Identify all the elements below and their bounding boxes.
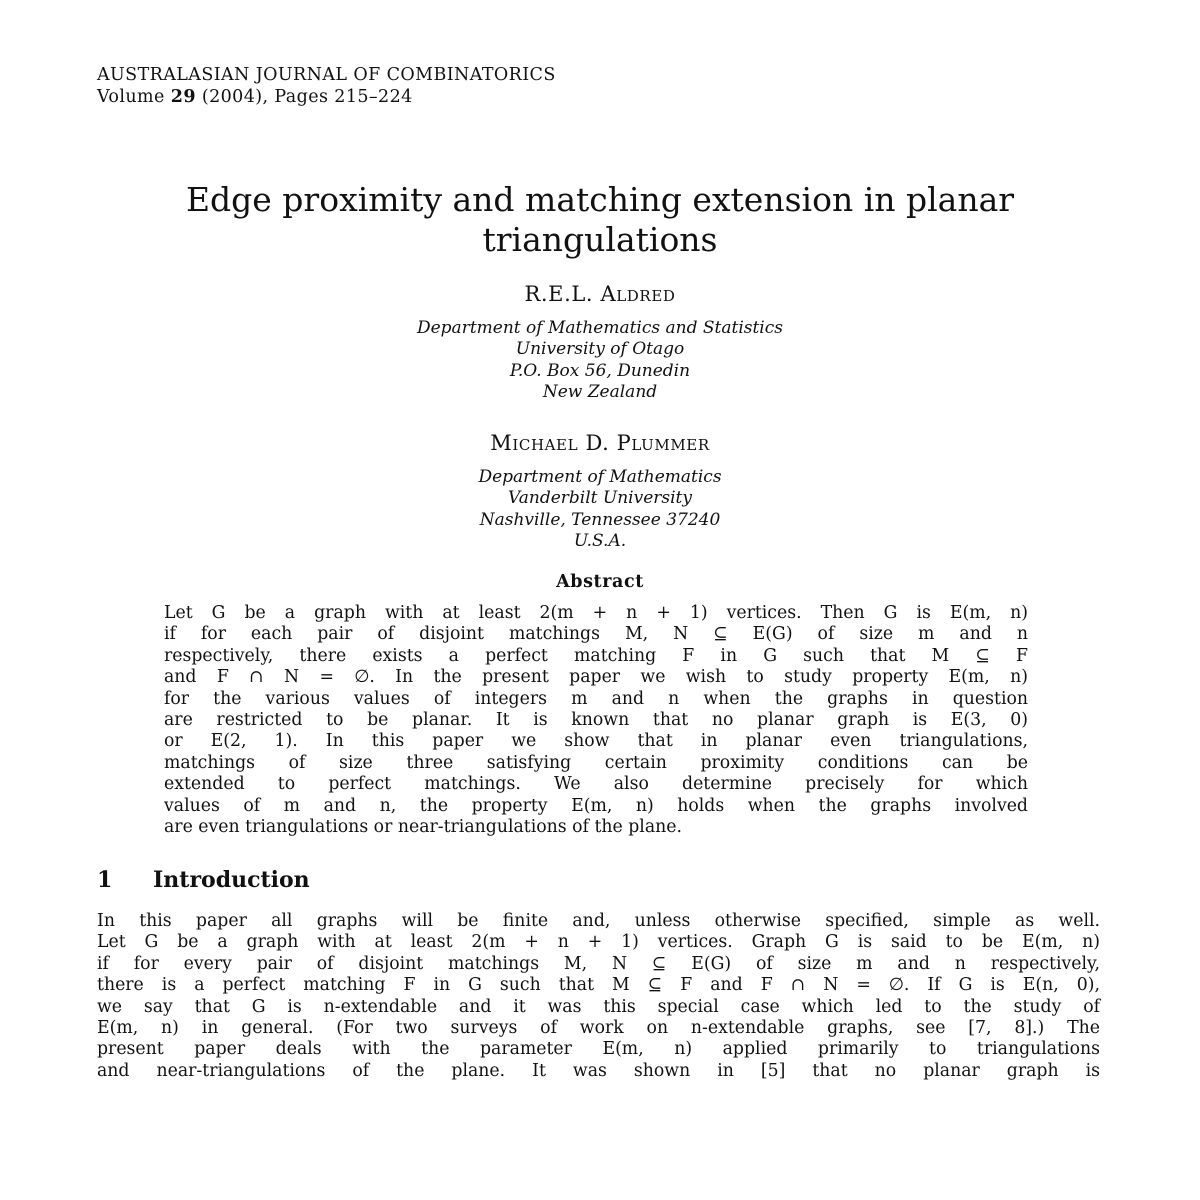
body-line: and near-triangulations of the plane. It was shown in [5] that no planar graph is [97, 1060, 1100, 1081]
affiliation-line: New Zealand [542, 381, 658, 402]
affiliation-line: Nashville, Tennessee 37240 [479, 509, 721, 530]
journal-header [97, 64, 556, 108]
section-number: 1 [97, 867, 113, 893]
abstract-line: are even triangulations or near-triangulations of the plane. [164, 816, 682, 837]
abstract-line: matchings of size three satisfying certain proximity conditions can be [164, 752, 1028, 773]
author-affiliation [0, 318, 1200, 403]
abstract-body [164, 603, 1028, 838]
author-name: Michael D. Plummer [490, 431, 710, 455]
section-title: Introduction [153, 867, 310, 893]
author-affiliation [0, 467, 1200, 552]
affiliation-line: Department of Mathematics and Statistics [416, 318, 783, 338]
journal-volume: Volume 29 (2004), Pages 215–224 [97, 87, 413, 107]
title-line: triangulations [482, 220, 718, 259]
section-body [97, 911, 1100, 1082]
affiliation-line: University of Otago [515, 339, 685, 360]
body-line: Let G be a graph with at least 2(m + n + 1) vertices. Graph G is said to be E(m, n) [97, 932, 1100, 953]
section-heading [97, 867, 310, 893]
abstract-line: extended to perfect matchings. We also determine precisely for which [164, 774, 1028, 795]
body-line: if for every pair of disjoint matchings M, N ⊆ E(G) of size m and n respectively, [97, 953, 1100, 974]
body-line: we say that G is n-extendable and it was this special case which led to the study of [97, 996, 1100, 1017]
journal-name: AUSTRALASIAN JOURNAL OF COMBINATORICS [97, 65, 556, 85]
paper-title [100, 180, 1100, 260]
volume-number: 29 [170, 87, 196, 107]
abstract-line: or E(2, 1). In this paper we show that in planar even triangulations, [164, 731, 1028, 752]
affiliation-line: U.S.A. [573, 530, 627, 551]
body-line: present paper deals with the parameter E(m, n) applied primarily to triangulations [97, 1039, 1100, 1060]
abstract-line: are restricted to be planar. It is known that no planar graph is E(3, 0) [164, 709, 1028, 730]
affiliation-line: Department of Mathematics [478, 467, 722, 487]
abstract-line: and F ∩ N = ∅. In the present paper we wish to study property E(m, n) [164, 667, 1028, 688]
body-line: there is a perfect matching F in G such that M ⊆ F and F ∩ N = ∅. If G is E(n, 0), [97, 975, 1100, 996]
abstract-line: for the various values of integers m and n when the graphs in question [164, 688, 1028, 709]
affiliation-line: P.O. Box 56, Dunedin [509, 360, 691, 381]
author-name: R.E.L. Aldred [524, 282, 676, 306]
body-line: E(m, n) in general. (For two surveys of work on n-extendable graphs, see [7, 8].) The [97, 1017, 1100, 1038]
abstract-line: if for each pair of disjoint matchings M, N ⊆ E(G) of size m and n [164, 624, 1028, 645]
abstract-line: Let G be a graph with at least 2(m + n + 1) vertices. Then G is E(m, n) [164, 603, 1028, 623]
abstract-line: respectively, there exists a perfect matching F in G such that M ⊆ F [164, 645, 1028, 666]
body-line: In this paper all graphs will be finite and, unless otherwise specified, simple as well. [97, 911, 1100, 931]
affiliation-line: Vanderbilt University [508, 488, 692, 509]
title-line: Edge proximity and matching extension in planar [185, 180, 1015, 219]
abstract-line: values of m and n, the property E(m, n) holds when the graphs involved [164, 795, 1028, 816]
abstract-heading: Abstract [556, 572, 644, 592]
